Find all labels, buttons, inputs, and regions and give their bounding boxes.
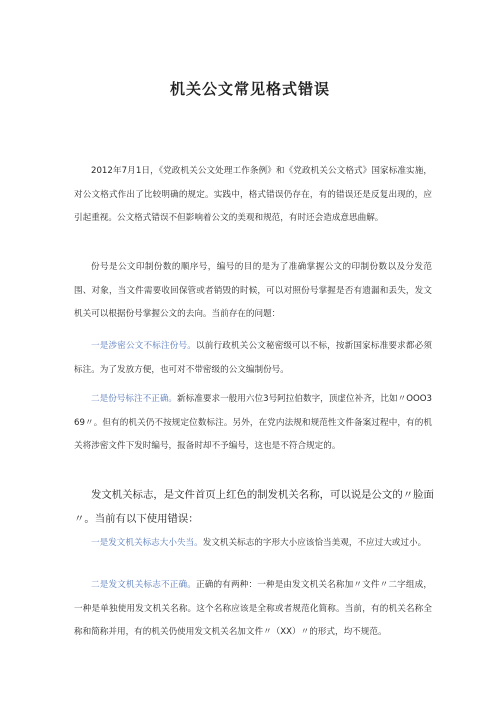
- point-two-heading: 二是份号标注不正确。: [91, 394, 178, 404]
- document-title: 机关公文常见格式错误: [169, 80, 330, 98]
- point-three-heading: 一是发文机关标志大小失当。: [91, 538, 203, 548]
- point-four-heading: 二是发文机关标志不正确。: [91, 580, 196, 590]
- point-four-paragraph: [74, 574, 432, 645]
- point-one-heading: 一是涉密公文不标注份号。: [91, 341, 196, 351]
- point-three-paragraph: [74, 532, 432, 556]
- serial-number-paragraph: 份号是公文印制份数的顺序号，编号的目的是为了准确掌握公文的印制份数以及分发范围、对象，当文件需要收回保管或者销毁的时候，可以对照份号掌握是否有遗漏和丢失，发文机关可以根据份号掌握公文的去向。当前存在的问题：: [74, 262, 432, 319]
- point-two-text: 新标准要求一般用六位3号阿拉伯数字，顶虚位补齐，比如〃OOO369〃。但有的机关仍不按规定位数标注。另外，在党内法规和规范性文件备案过程中，有的机关将涉密文件下发时编号，报备时却不予编号，这也是不符合规定的。: [74, 394, 432, 451]
- intro-paragraph: 2012年7月1日，《党政机关公文处理工作条例》和《党政机关公文格式》国家标准实施，对公文格式作出了比较明确的规定。实践中，格式错误仍存在，有的错误还是反复出现的，应引起重视。公文格式错误不但影响着公文的美观和规范，有时还会造成意思曲解。: [74, 166, 432, 223]
- point-one-paragraph: [74, 335, 432, 382]
- point-two-paragraph: [74, 388, 432, 459]
- issuer-mark-paragraph: 发文机关标志，是文件首页上红色的制发机关名称，可以说是公文的〃脸面〃。当前有以下使用错误：: [74, 489, 434, 525]
- point-one-text: 以前行政机关公文秘密级可以不标，按新国家标准要求都必须标注。为了发放方便，也可对不带密级的公文编制份号。: [74, 341, 432, 375]
- point-four-text: 正确的有两种：一种是由发文机关名称加〃文件〃二字组成，一种是单独使用发文机关名称。这个名称应该是全称或者规范化简称。当前，有的机关名称全称和简称并用，有的机关仍使用发文机关名加文件〃（XX）〃的形式，均不规范。: [74, 580, 432, 637]
- point-three-text: 发文机关标志的字形大小应该恰当美观，不应过大或过小。: [202, 538, 427, 548]
